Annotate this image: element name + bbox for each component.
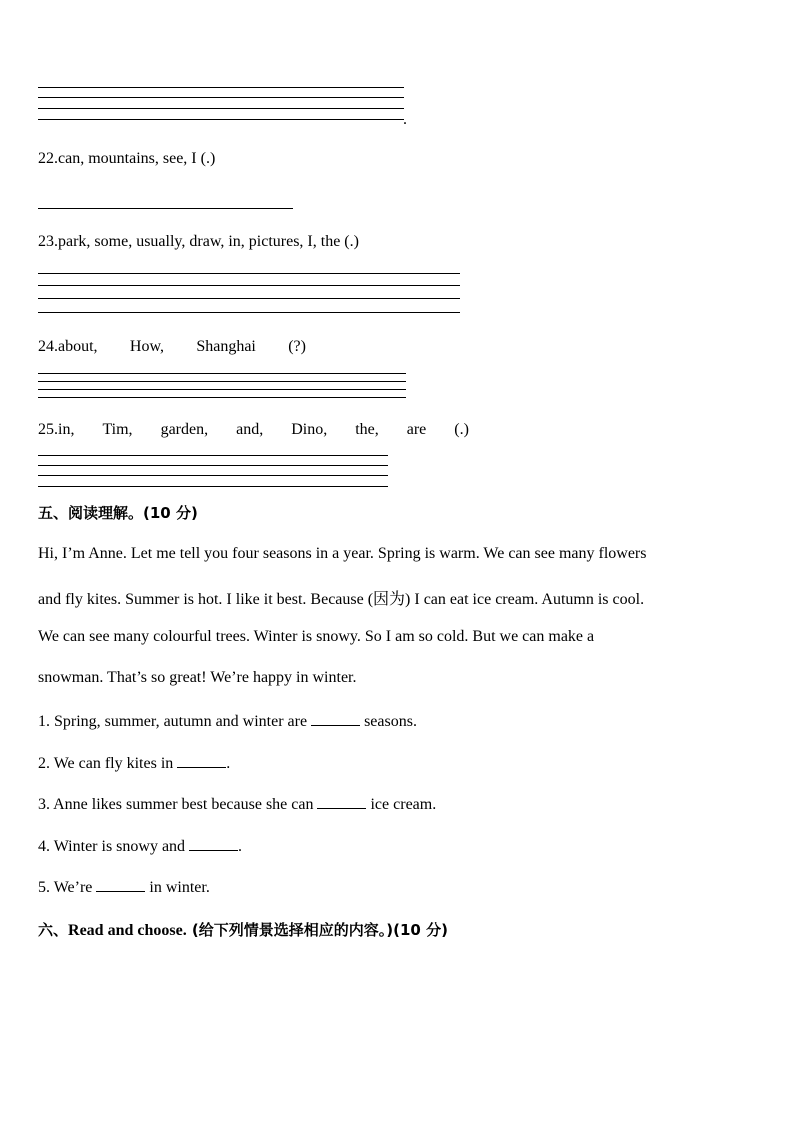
- q23-answer-line[interactable]: [38, 285, 460, 286]
- q24-answer-line[interactable]: [38, 397, 406, 398]
- q23-answer-line[interactable]: [38, 273, 460, 274]
- q24-answer-line[interactable]: [38, 389, 406, 390]
- word-token: .about,: [54, 338, 98, 355]
- word-token: Dino,: [291, 421, 328, 438]
- question-number: 23: [38, 233, 54, 250]
- q21-answer-line[interactable]: [38, 87, 404, 88]
- word-token: (?): [288, 338, 306, 355]
- question-number-and-word: [38, 421, 74, 439]
- question-text: 5. We’re: [38, 879, 97, 896]
- section6-title-en: Read and choose.: [68, 922, 187, 939]
- word-token: garden,: [160, 421, 209, 438]
- question-24: [38, 338, 306, 356]
- q23-answer-line[interactable]: [38, 312, 460, 313]
- reading-question-1: [38, 711, 417, 731]
- word-token: (.): [454, 421, 469, 438]
- q21-answer-line[interactable]: [38, 97, 404, 98]
- word-token: are: [406, 421, 427, 438]
- question-number: 24: [38, 338, 54, 355]
- q21-answer-line[interactable]: [38, 119, 404, 120]
- passage-line: snowman. That’s so great! We’re happy in winter.: [38, 669, 357, 686]
- question-25: [38, 421, 469, 439]
- question-22: [38, 150, 215, 168]
- q23-answer-line[interactable]: [38, 298, 460, 299]
- question-text: .: [238, 838, 243, 855]
- word-token: How,: [129, 338, 164, 355]
- question-text: 4. Winter is snowy and: [38, 838, 190, 855]
- q21-end-mark: .: [403, 111, 407, 128]
- q24-answer-line[interactable]: [38, 381, 406, 382]
- word-token: Tim,: [102, 421, 133, 438]
- q24-answer-line[interactable]: [38, 373, 406, 374]
- reading-question-2: [38, 753, 230, 773]
- question-text: 2. We can fly kites in: [38, 755, 178, 772]
- question-23: [38, 233, 359, 251]
- question-text: ice cream.: [366, 796, 437, 813]
- word-token: and,: [236, 421, 264, 438]
- section6-heading: [38, 919, 448, 940]
- passage-line: We can see many colourful trees. Winter is snowy. So I am so cold. But we can make a: [38, 628, 595, 645]
- word-token: .in,: [54, 421, 75, 438]
- question-prompt: .park, some, usually, draw, in, pictures, I, the (.): [54, 233, 359, 250]
- q25-answer-line[interactable]: [38, 465, 388, 466]
- question-text: 3. Anne likes summer best because she can: [38, 796, 318, 813]
- reading-question-5: [38, 877, 210, 897]
- q25-answer-line[interactable]: [38, 475, 388, 476]
- question-text: 1. Spring, summer, autumn and winter are: [38, 713, 312, 730]
- word-token: the,: [355, 421, 379, 438]
- section6-title-cn: (给下列情景选择相应的内容。)(10 分): [186, 921, 448, 939]
- q25-answer-line[interactable]: [38, 486, 388, 487]
- answer-blank[interactable]: [189, 836, 238, 851]
- question-text: .: [226, 755, 231, 772]
- reading-question-3: [38, 794, 436, 814]
- q21-answer-line[interactable]: [38, 108, 404, 109]
- passage-line: and fly kites. Summer is hot. I like it best. Because (因为) I can eat ice cream. Autumn is cool.: [38, 591, 645, 608]
- question-number: 25: [38, 421, 54, 438]
- word-token: Shanghai: [196, 338, 256, 355]
- answer-blank[interactable]: [311, 711, 360, 726]
- q25-answer-line[interactable]: [38, 455, 388, 456]
- reading-question-4: [38, 836, 242, 856]
- passage-line: Hi, I’m Anne. Let me tell you four seasons in a year. Spring is warm. We can see many flowers: [38, 545, 647, 562]
- question-text: seasons.: [360, 713, 417, 730]
- answer-blank[interactable]: [317, 794, 366, 809]
- answer-blank[interactable]: [96, 877, 145, 892]
- question-number: 22: [38, 150, 54, 167]
- question-prompt: .can, mountains, see, I (.): [54, 150, 216, 167]
- section6-prefix: 六、: [38, 921, 69, 939]
- answer-blank[interactable]: [177, 753, 226, 768]
- section5-heading: 五、阅读理解。(10 分): [38, 504, 198, 522]
- question-number-and-word: [38, 338, 98, 356]
- question-text: in winter.: [145, 879, 210, 896]
- q22-answer-line[interactable]: [38, 208, 293, 209]
